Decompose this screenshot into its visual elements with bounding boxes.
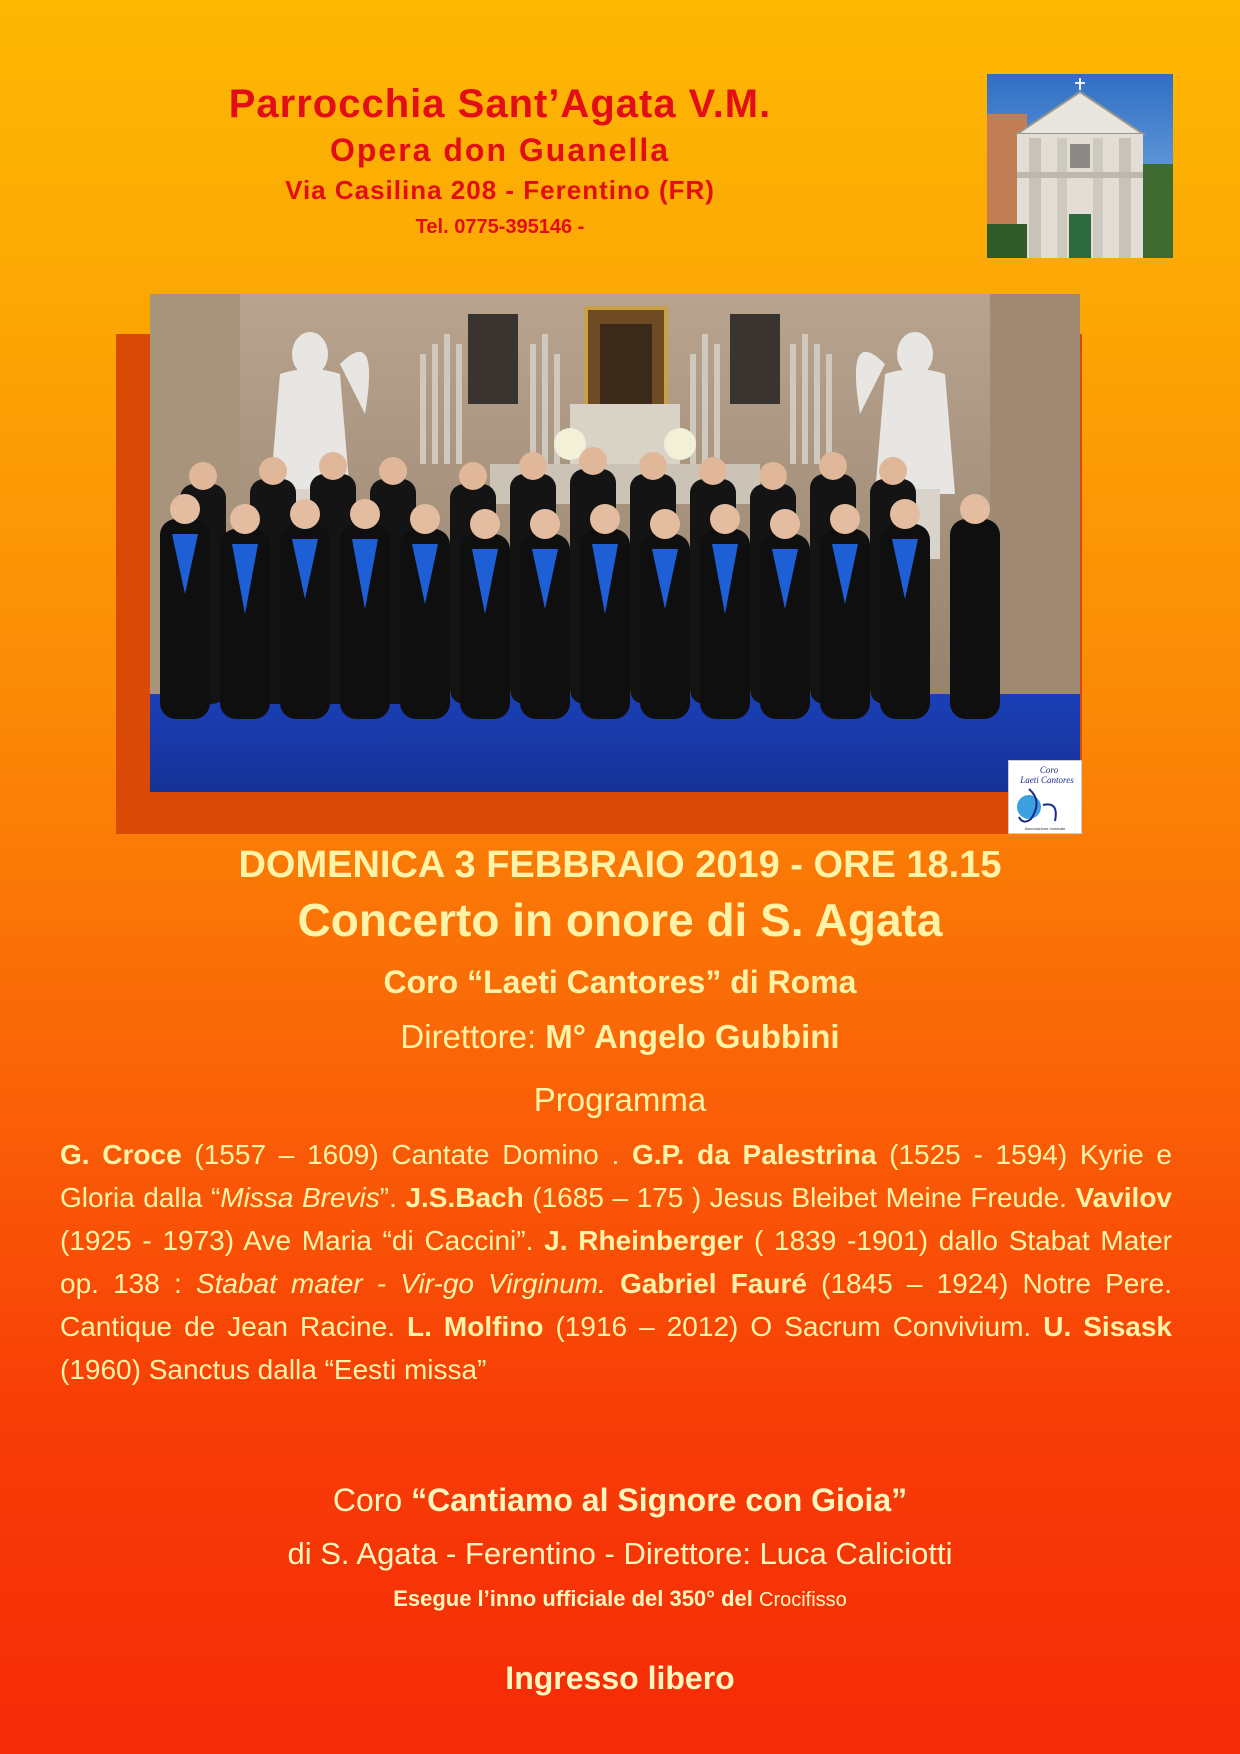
program-segment: (1960) Sanctus dalla “Eesti missa” — [60, 1354, 487, 1385]
program-segment: (1845 – 1924) Notre Pere. Cantique de Jean Racine. — [60, 1268, 1172, 1342]
logo-text-coro: Coro — [1039, 765, 1059, 775]
parish-address: Via Casilina 208 - Ferentino (FR) — [285, 175, 715, 205]
composer-name: U. Sisask — [1043, 1311, 1172, 1342]
event-date: DOMENICA 3 FEBBRAIO 2019 - ORE 18.15 — [238, 844, 1002, 886]
program-segment: (1685 – 175 ) Jesus Bleibet Meine Freude. — [523, 1182, 1076, 1213]
program-segment: (1916 – 2012) O Sacrum Convivium. — [543, 1311, 1044, 1342]
local-choir-note-bold: Esegue l’inno ufficiale del 350° del — [393, 1586, 753, 1611]
program-text — [60, 1133, 1172, 1391]
logo-text-association: Associazione musicale — [1024, 826, 1066, 831]
composer-name: Gabriel Fauré — [620, 1268, 807, 1299]
local-choir-note — [0, 1584, 1240, 1615]
program-segment: (1525 - 1594) Kyrie e Gloria dalla “ — [60, 1139, 1173, 1213]
opera-name: Opera don Guanella — [329, 132, 671, 168]
choir-photo — [150, 294, 1080, 792]
work-title: Stabat mater - Vir-go Virginum. — [195, 1268, 606, 1299]
parish-header — [0, 80, 1000, 242]
work-title: Missa Brevis — [220, 1182, 380, 1213]
local-choir — [0, 1480, 1240, 1520]
parish-phone: Tel. 0775-395146 - — [415, 216, 585, 238]
composer-name: Vavilov — [1075, 1182, 1172, 1213]
director-prefix: M° — [545, 1018, 586, 1055]
guest-choir: Coro “Laeti Cantores” di Roma — [383, 964, 857, 1000]
local-choir-note-normal: Crocifisso — [759, 1589, 847, 1611]
free-entry: Ingresso libero — [505, 1660, 735, 1696]
program-segment: ”. — [379, 1182, 406, 1213]
program-segment — [606, 1268, 620, 1299]
composer-name: J. Rheinberger — [544, 1225, 744, 1256]
composer-name: J.S.Bach — [405, 1182, 524, 1213]
composer-name: G. Croce — [60, 1139, 182, 1170]
laeti-cantores-logo — [1008, 760, 1082, 834]
director-name: Angelo Gubbini — [593, 1018, 840, 1055]
local-choir-prefix: Coro — [332, 1482, 403, 1518]
program-segment: (1925 - 1973) Ave Maria “di Caccini”. — [60, 1225, 545, 1256]
director-label: Direttore: — [400, 1018, 537, 1055]
church-facade-image — [987, 74, 1173, 258]
parish-name: Parrocchia Sant’Agata V.M. — [228, 82, 772, 126]
local-choir-details: di S. Agata - Ferentino - Direttore: Luca Caliciotti — [287, 1536, 953, 1571]
composer-name: L. Molfino — [407, 1311, 544, 1342]
composer-name: G.P. da Palestrina — [631, 1139, 877, 1170]
program-segment: ( 1839 -1901) dallo Stabat Mater op. 138 : — [60, 1225, 1172, 1299]
event-title: Concerto in onore di S. Agata — [297, 894, 943, 946]
logo-text-name: Laeti Cantores — [1020, 775, 1074, 785]
program-heading: Programma — [533, 1081, 707, 1118]
guest-director — [0, 1015, 1240, 1059]
local-choir-name: “Cantiamo al Signore con Gioia” — [411, 1482, 908, 1518]
program-segment: (1557 – 1609) Cantate Domino . — [181, 1139, 632, 1170]
